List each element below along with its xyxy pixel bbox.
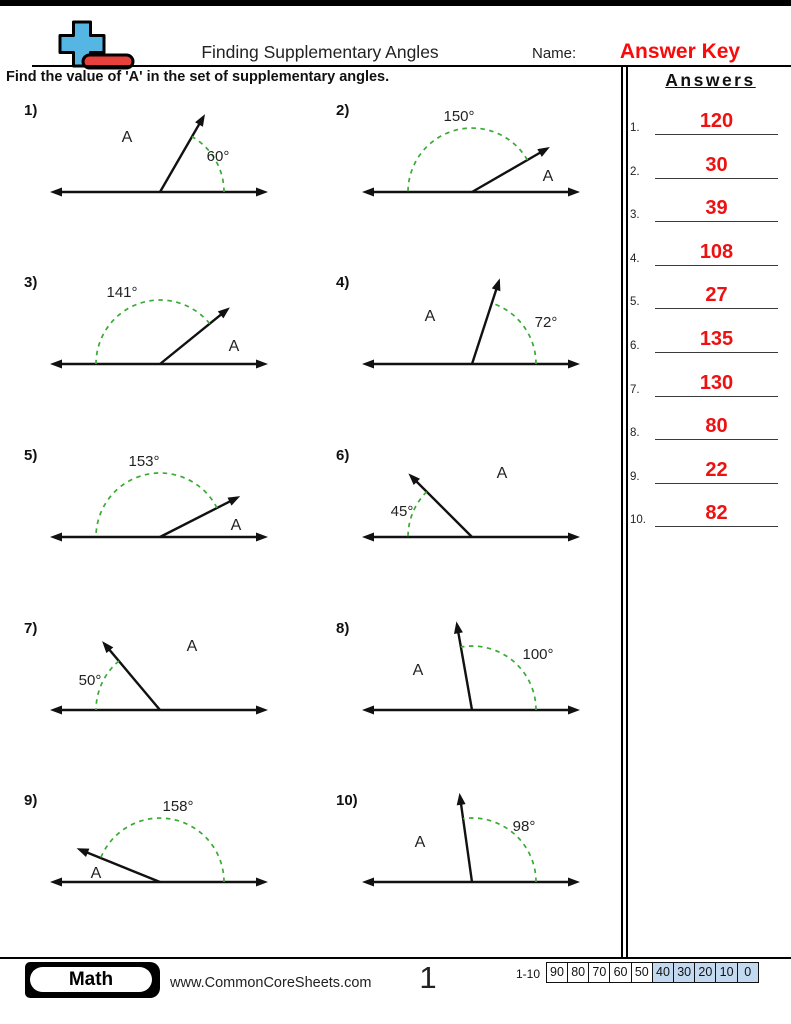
answer-number: 6. <box>630 340 640 352</box>
angle-ray <box>160 311 225 364</box>
subject-badge <box>25 962 160 998</box>
problem-4 <box>322 267 632 427</box>
angle-ray <box>413 478 472 537</box>
angle-value-label: 60° <box>206 148 230 165</box>
answer-value: 30 <box>705 153 728 176</box>
problem-number: 8) <box>336 620 350 637</box>
angle-ray <box>160 119 202 192</box>
answer-value: 82 <box>705 502 728 525</box>
name-label: Name: <box>532 45 577 62</box>
problem-3 <box>10 267 320 427</box>
answer-number: 3. <box>630 209 640 222</box>
answer-blank-line <box>655 134 778 135</box>
arrowhead <box>256 533 268 542</box>
angle-diagram <box>10 267 320 395</box>
angle-diagram <box>322 613 632 741</box>
unknown-angle-label: A <box>90 865 102 882</box>
arrowhead <box>568 533 580 542</box>
answer-blank-line <box>655 483 778 484</box>
footer-rule <box>0 957 791 959</box>
subject-label: Math <box>30 967 152 992</box>
grade-cell-40: 40 <box>652 962 675 983</box>
answers-header: Answers <box>665 70 756 90</box>
angle-value-label: 98° <box>512 818 536 835</box>
grade-cell-90: 90 <box>546 962 569 983</box>
problem-number: 1) <box>24 102 38 119</box>
angle-diagram <box>322 95 632 223</box>
instruction-text: Find the value of 'A' in the set of supplementary angles. <box>6 69 390 85</box>
answer-value: 39 <box>705 197 728 220</box>
problem-5 <box>10 440 320 600</box>
commoncoresheets-logo-icon <box>56 18 136 70</box>
arrowhead <box>457 793 466 806</box>
answer-blank-line <box>655 352 778 353</box>
answer-row-2 <box>630 152 791 179</box>
arrowhead <box>50 706 62 715</box>
problem-number: 6) <box>336 447 350 464</box>
grade-cell-60: 60 <box>609 962 632 983</box>
answer-row-1 <box>630 108 791 135</box>
problem-number: 9) <box>24 792 38 809</box>
grade-range-label: 1-10 <box>515 967 540 981</box>
unknown-angle-label: A <box>542 168 554 185</box>
angle-ray <box>472 284 498 364</box>
angle-diagram <box>322 785 632 913</box>
arrowhead <box>50 188 62 197</box>
answer-row-9 <box>630 457 791 484</box>
answer-value: 130 <box>699 371 734 394</box>
angle-diagram <box>322 267 632 395</box>
worksheet-title: Finding Supplementary Angles <box>201 42 439 62</box>
unknown-angle-label: A <box>186 638 198 655</box>
angle-value-label: 72° <box>534 314 558 331</box>
grade-cell-30: 30 <box>673 962 696 983</box>
answer-row-4 <box>630 239 791 266</box>
top-bar <box>0 0 791 6</box>
page-number: 1 <box>419 960 437 995</box>
answer-value: 108 <box>699 240 734 263</box>
grade-scale <box>547 962 759 983</box>
unknown-angle-label: A <box>424 308 436 325</box>
answer-blank-line <box>655 265 778 266</box>
answer-blank-line <box>655 178 778 179</box>
grade-cell-50: 50 <box>631 962 654 983</box>
arrowhead <box>362 878 374 887</box>
arrowhead <box>50 878 62 887</box>
angle-ray <box>472 150 545 192</box>
unknown-angle-label: A <box>412 662 424 679</box>
answer-number: 8. <box>630 427 640 440</box>
problem-7 <box>10 613 320 773</box>
website-text: www.CommonCoreSheets.com <box>170 975 372 991</box>
angle-arc <box>492 303 536 364</box>
arrowhead <box>195 114 205 127</box>
problem-10 <box>322 785 632 945</box>
angle-diagram <box>10 95 320 223</box>
answer-number: 9. <box>630 470 640 483</box>
arrowhead <box>568 360 580 369</box>
angle-ray <box>106 646 160 710</box>
problem-number: 10) <box>336 792 358 809</box>
arrowhead <box>256 360 268 369</box>
answer-number: 2. <box>630 165 640 178</box>
angle-value-label: 158° <box>162 798 194 815</box>
answer-value: 22 <box>705 458 728 481</box>
problem-1 <box>10 95 320 255</box>
arrowhead <box>362 188 374 197</box>
angle-arc <box>408 128 527 192</box>
answer-number: 5. <box>630 296 640 309</box>
grade-cell-70: 70 <box>588 962 611 983</box>
problem-2 <box>322 95 632 255</box>
answer-row-5 <box>630 282 791 309</box>
answer-row-8 <box>630 413 791 440</box>
arrowhead <box>50 360 62 369</box>
problem-8 <box>322 613 632 773</box>
problem-number: 4) <box>336 274 350 291</box>
answer-value: 80 <box>705 415 728 438</box>
arrowhead <box>568 188 580 197</box>
angle-diagram <box>322 440 632 568</box>
arrowhead <box>568 878 580 887</box>
answer-value: 135 <box>699 328 734 350</box>
unknown-angle-label: A <box>230 517 242 534</box>
arrowhead <box>228 496 241 506</box>
unknown-angle-label: A <box>496 465 508 482</box>
angle-value-label: 153° <box>128 453 160 470</box>
angle-value-label: 141° <box>106 284 138 301</box>
angle-ray <box>457 627 472 710</box>
answers-panel <box>630 66 791 957</box>
arrowhead <box>568 706 580 715</box>
problem-number: 5) <box>24 447 38 464</box>
answer-blank-line <box>655 526 778 527</box>
angle-diagram <box>10 440 320 568</box>
answer-blank-line <box>655 221 778 222</box>
angle-value-label: 45° <box>390 503 414 520</box>
arrowhead <box>77 848 90 857</box>
arrowhead <box>537 147 550 157</box>
answer-row-3 <box>630 195 791 222</box>
angle-arc <box>96 473 217 537</box>
answer-number: 10. <box>630 514 646 527</box>
answer-number: 4. <box>630 252 640 265</box>
arrowhead <box>256 878 268 887</box>
answer-number: 7. <box>630 383 640 396</box>
angle-value-label: 100° <box>522 646 554 663</box>
problem-number: 2) <box>336 102 350 119</box>
arrowhead <box>492 278 501 291</box>
problem-6 <box>322 440 632 600</box>
answer-blank-line <box>655 396 778 397</box>
arrowhead <box>362 533 374 542</box>
angle-diagram <box>10 785 320 913</box>
answer-key-text: Answer Key <box>619 40 741 63</box>
grade-cell-20: 20 <box>694 962 717 983</box>
answer-row-6 <box>630 326 791 353</box>
answer-blank-line <box>655 308 778 309</box>
grade-cell-80: 80 <box>567 962 590 983</box>
unknown-angle-label: A <box>121 129 133 146</box>
arrowhead <box>454 621 463 634</box>
angle-value-label: 150° <box>443 108 475 125</box>
answer-blank-line <box>655 439 778 440</box>
angle-diagram <box>10 613 320 741</box>
answer-row-10 <box>630 500 791 527</box>
answer-value: 120 <box>699 110 734 132</box>
angle-arc <box>96 300 210 364</box>
angle-ray <box>160 499 235 537</box>
arrowhead <box>50 533 62 542</box>
answer-number: 1. <box>630 122 640 134</box>
arrowhead <box>256 706 268 715</box>
unknown-angle-label: A <box>414 834 426 851</box>
unknown-angle-label: A <box>228 338 240 355</box>
arrowhead <box>362 706 374 715</box>
angle-arc <box>101 818 224 882</box>
grade-cell-0: 0 <box>737 962 760 983</box>
arrowhead <box>362 360 374 369</box>
problem-number: 7) <box>24 620 38 637</box>
problem-9 <box>10 785 320 945</box>
angle-value-label: 50° <box>78 672 102 689</box>
answer-value: 27 <box>705 284 728 307</box>
grade-cell-10: 10 <box>715 962 738 983</box>
angle-ray <box>460 799 472 882</box>
answer-row-7 <box>630 370 791 397</box>
arrowhead <box>256 188 268 197</box>
answers-divider <box>621 66 628 957</box>
problem-number: 3) <box>24 274 38 291</box>
